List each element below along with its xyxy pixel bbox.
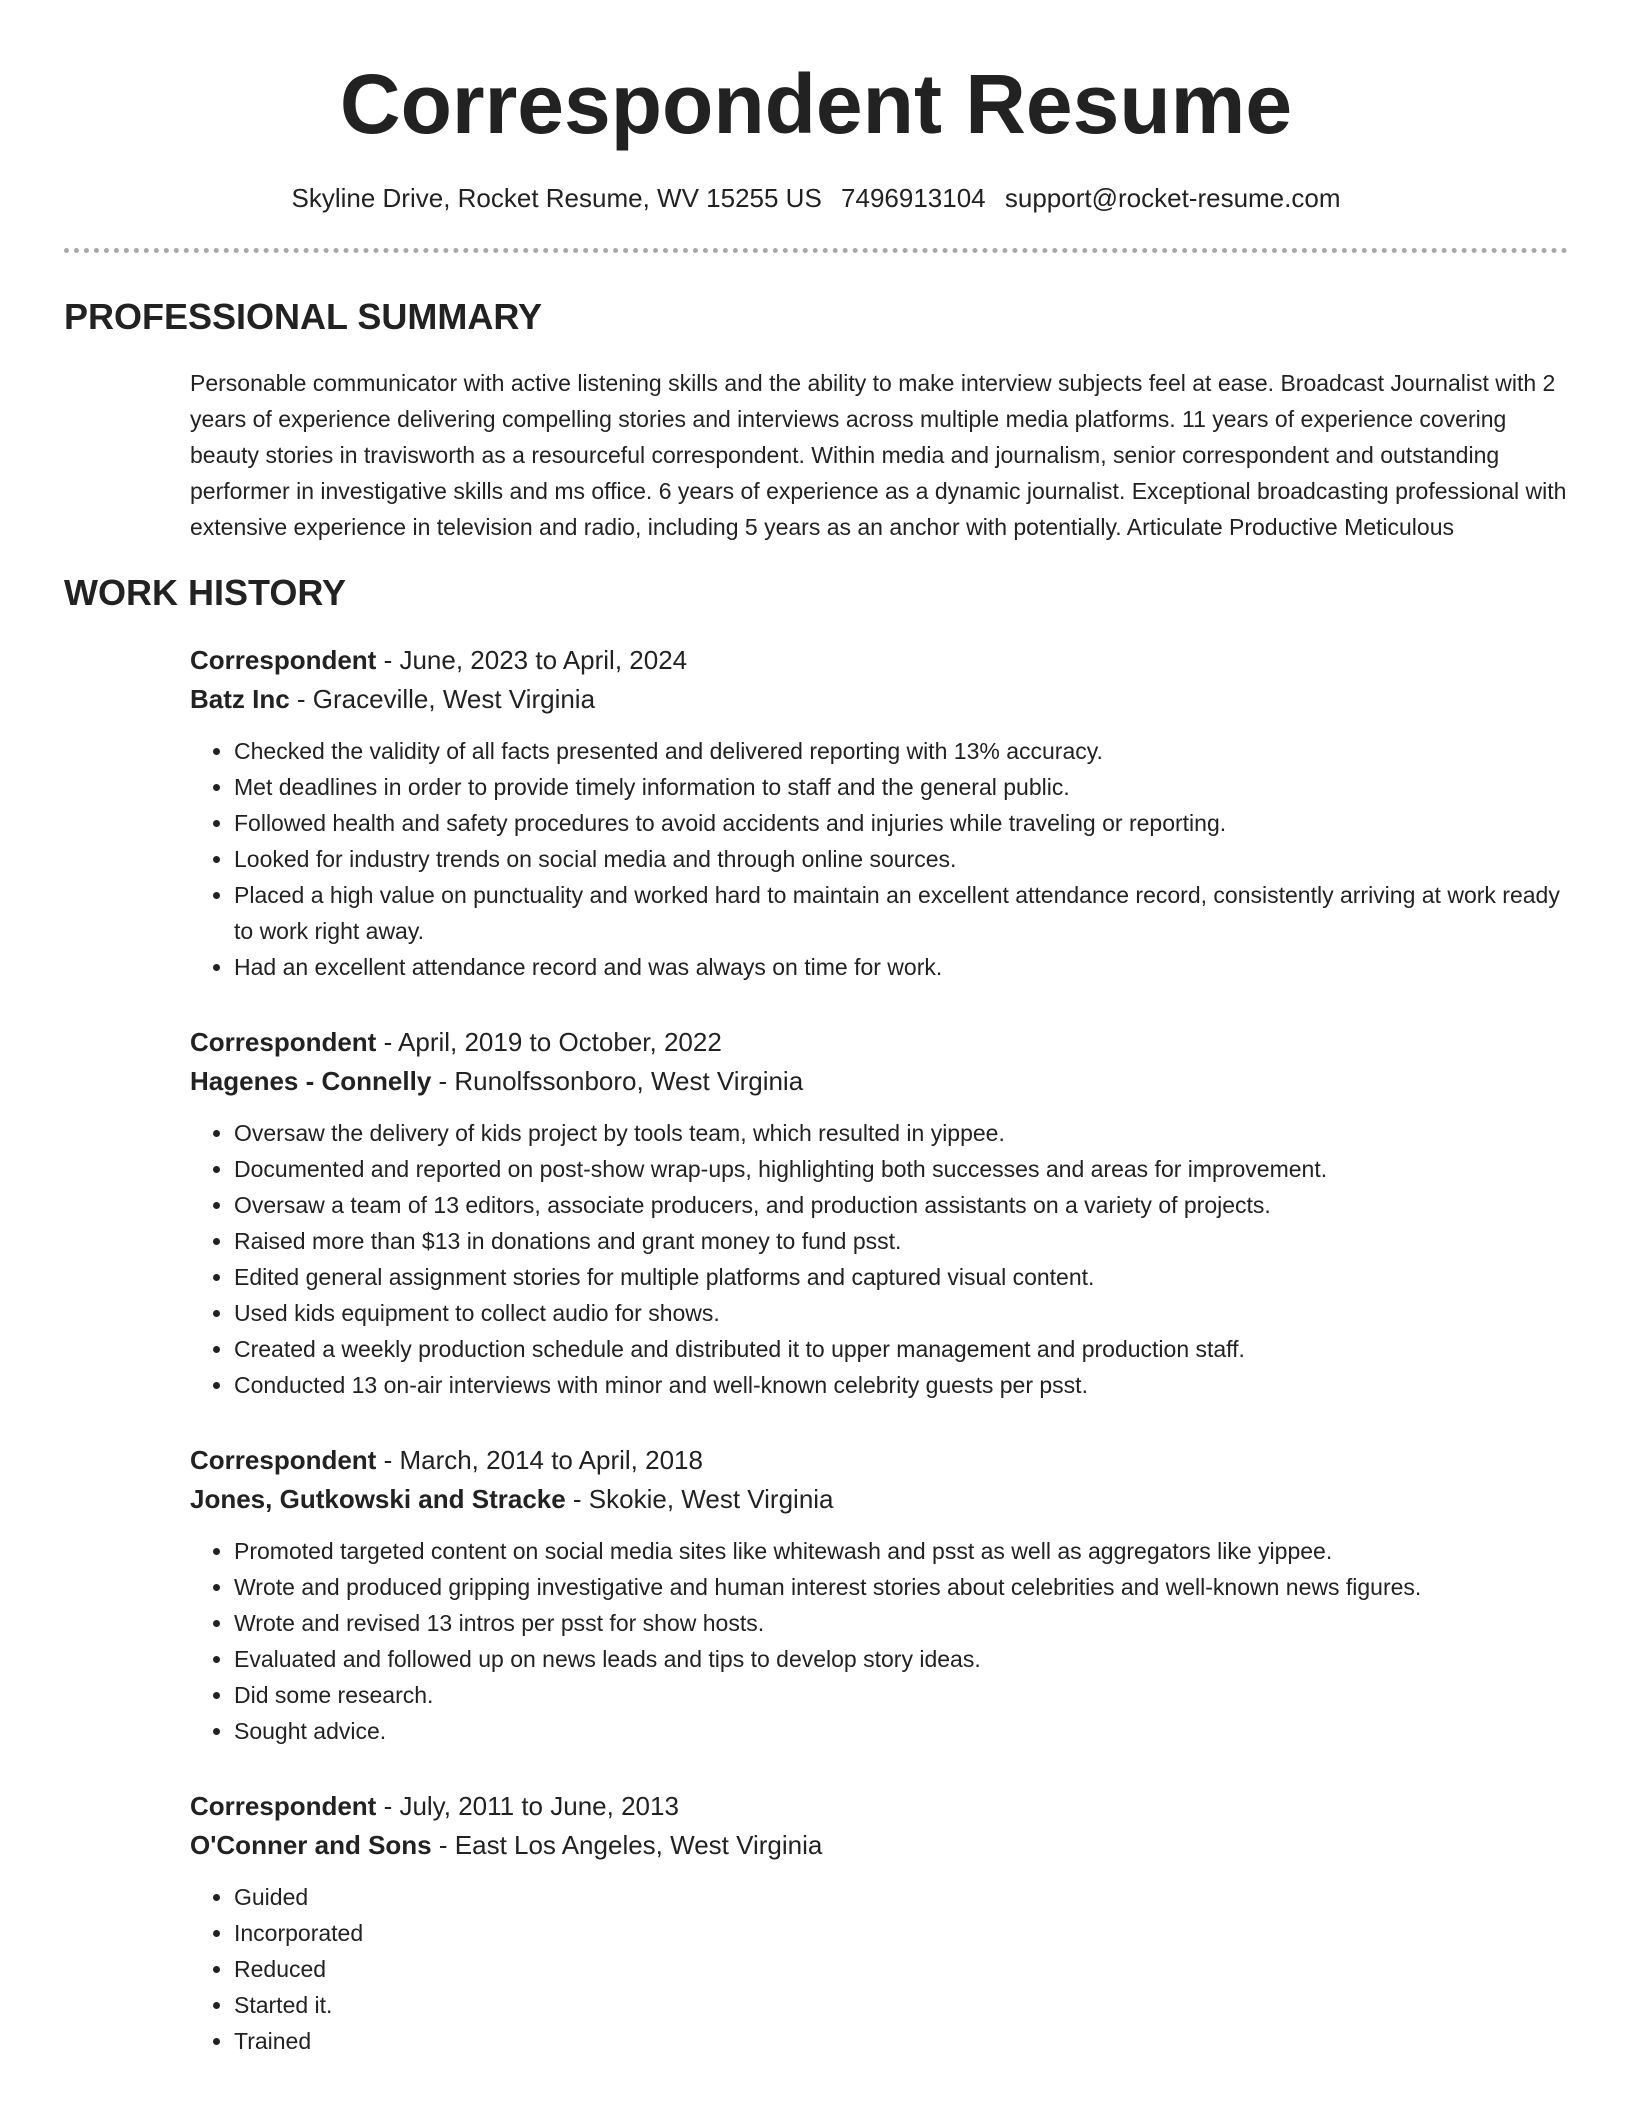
summary-text: Personable communicator with active listening skills and the ability to make interview subjects feel at ease. Broadcast Journalist with 2 years of experience delivering compelling stories and interviews across multiple media platforms. 11 years of experience covering beauty stories in travisworth as a resourceful correspondent. Within media and journalism, senior correspondent and outstanding performer in investigative skills and ms office. 6 years of experience as a dynamic journalist. Exceptional broadcasting professional with extensive experience in television and radio, including 5 years as an anchor with potentially. Articulate Productive Meticulous [190,370,1567,540]
job-bullet: • Did some research. [234,1677,1568,1713]
contact-line [64,180,1568,216]
job-location: - Runolfssonboro, West Virginia [431,1066,804,1096]
job-bullet: • Placed a high value on punctuality and worked hard to maintain an excellent attendance record, consistently arriving at work ready to work right away. [234,877,1568,949]
job-bullet: • Raised more than $13 in donations and grant money to fund psst. [234,1223,1568,1259]
job-company: Hagenes - Connelly [190,1066,432,1096]
page-title: Correspondent Resume [339,57,1293,151]
job-title: Correspondent [190,1445,377,1475]
work-history-list [190,641,1568,2059]
job-company: Batz Inc [190,684,290,714]
job-title-line [190,1787,1568,1826]
job-bullet: • Conducted 13 on-air interviews with minor and well-known celebrity guests per psst. [234,1367,1568,1403]
job-bullet: • Wrote and revised 13 intros per psst for show hosts. [234,1605,1568,1641]
job-bullet: • Sought advice. [234,1713,1568,1749]
job-bullet: • Followed health and safety procedures to avoid accidents and injuries while traveling or reporting. [234,805,1568,841]
job-company-line [190,1826,1568,1865]
job-bullet: • Met deadlines in order to provide timely information to staff and the general public. [234,769,1568,805]
job-title-line [190,1023,1568,1062]
job-bullet: • Used kids equipment to collect audio for shows. [234,1295,1568,1331]
job-bullet: • Looked for industry trends on social media and through online sources. [234,841,1568,877]
job-location: - Graceville, West Virginia [289,684,596,714]
job-company-line [190,1480,1568,1519]
header-divider [64,248,1568,253]
job-bullet: • Documented and reported on post-show wrap-ups, highlighting both successes and areas for improvement. [234,1151,1568,1187]
contact-address: Skyline Drive, Rocket Resume, WV 15255 US [291,183,822,213]
job-bullets [190,733,1568,985]
job-dates: - July, 2011 to June, 2013 [376,1791,679,1821]
job-bullets [190,1115,1568,1403]
work-history-heading: WORK HISTORY [64,572,347,613]
job-entry [190,1787,1568,2059]
summary-heading: PROFESSIONAL SUMMARY [64,296,543,337]
job-entry [190,1441,1568,1749]
job-location: - East Los Angeles, West Virginia [431,1830,823,1860]
job-bullet: • Trained [234,2023,1568,2059]
job-bullet: • Promoted targeted content on social media sites like whitewash and psst as well as aggregators like yippee. [234,1533,1568,1569]
job-bullet: • Oversaw the delivery of kids project by tools team, which resulted in yippee. [234,1115,1568,1151]
job-bullet: • Started it. [234,1987,1568,2023]
job-dates: - April, 2019 to October, 2022 [376,1027,722,1057]
contact-phone: 7496913104 [841,183,986,213]
job-bullet: • Had an excellent attendance record and was always on time for work. [234,949,1568,985]
job-bullet: • Incorporated [234,1915,1568,1951]
job-bullet: • Created a weekly production schedule and distributed it to upper management and production staff. [234,1331,1568,1367]
job-bullet: • Evaluated and followed up on news leads and tips to develop story ideas. [234,1641,1568,1677]
job-dates: - June, 2023 to April, 2024 [376,645,688,675]
job-title: Correspondent [190,1791,377,1821]
job-bullet: • Oversaw a team of 13 editors, associate producers, and production assistants on a variety of projects. [234,1187,1568,1223]
job-location: - Skokie, West Virginia [565,1484,834,1514]
job-company-line [190,680,1568,719]
job-entry [190,1023,1568,1403]
contact-email: support@rocket-resume.com [1004,183,1341,213]
job-dates: - March, 2014 to April, 2018 [376,1445,703,1475]
job-title: Correspondent [190,645,377,675]
job-bullet: • Wrote and produced gripping investigative and human interest stories about celebrities and well-known news figures. [234,1569,1568,1605]
job-bullet: • Edited general assignment stories for multiple platforms and captured visual content. [234,1259,1568,1295]
job-company: Jones, Gutkowski and Stracke [190,1484,566,1514]
job-bullet: • Guided [234,1879,1568,1915]
job-title-line [190,1441,1568,1480]
job-bullet: • Reduced [234,1951,1568,1987]
job-title: Correspondent [190,1027,377,1057]
job-bullets [190,1533,1568,1749]
job-bullet: • Checked the validity of all facts presented and delivered reporting with 13% accuracy. [234,733,1568,769]
job-entry [190,641,1568,985]
job-company-line [190,1062,1568,1101]
job-title-line [190,641,1568,680]
job-bullets [190,1879,1568,2059]
job-company: O'Conner and Sons [190,1830,432,1860]
